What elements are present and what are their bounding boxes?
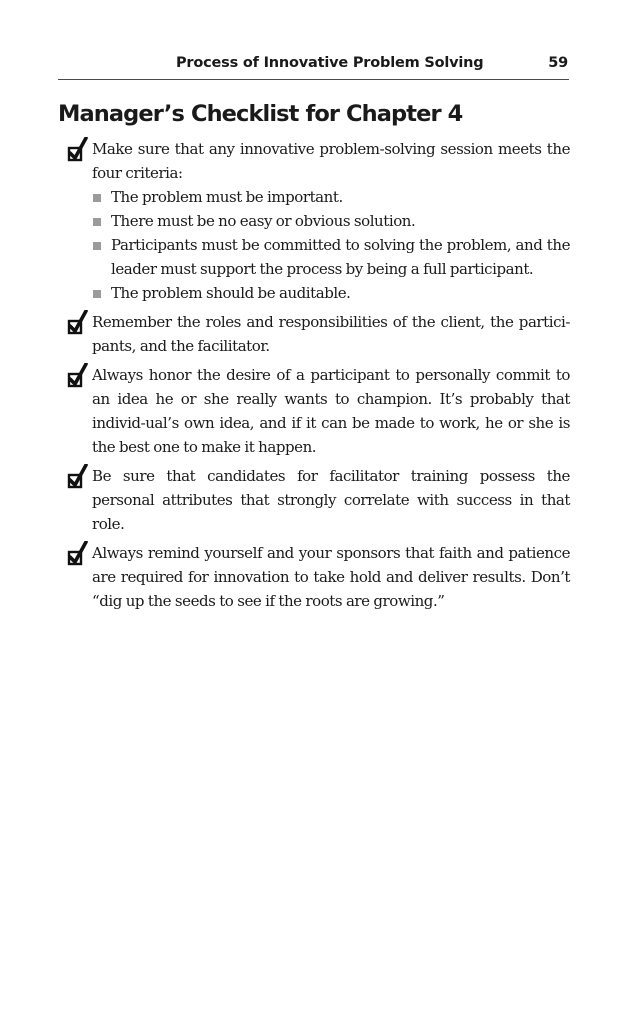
running-header [58, 53, 569, 80]
checklist-item-text: Always remind yourself and your sponsors that faith and patience are required for innovation to take hold and deliver results. Don’t “dig up the seeds to see if the roots are growing.” [92, 544, 570, 610]
page-number: 59 [548, 55, 568, 71]
checklist-item [58, 363, 570, 459]
checklist-item [58, 541, 570, 613]
checklist-item-text: Remember the roles and responsibilities of the client, the partici-pants, and the facilitator. [92, 313, 570, 355]
list-item [92, 281, 570, 305]
checkbox-checkmark-icon [67, 310, 93, 336]
bullet-text: The problem should be auditable. [111, 284, 351, 302]
list-item [92, 185, 570, 209]
list-item [92, 233, 570, 281]
manager-checklist [58, 137, 570, 618]
square-bullet-icon [93, 242, 101, 250]
checkbox-checkmark-icon [67, 363, 93, 389]
bullet-text: Participants must be committed to solving the problem, and the leader must support the process by being a full participant. [111, 236, 570, 278]
checkbox-checkmark-icon [67, 137, 93, 163]
checkbox-checkmark-icon [67, 464, 93, 490]
checklist-item-text: Always honor the desire of a participant to personally commit to an idea he or she really wants to champion. It’s probably that individ-ual’s own idea, and if it can be made to work, he or she is the best one to make it happen. [92, 366, 570, 456]
criteria-list [92, 185, 570, 305]
checkbox-checkmark-icon [67, 541, 93, 567]
checklist-heading: Manager’s Checklist for Chapter 4 [58, 101, 463, 127]
checklist-item-text: Be sure that candidates for facilitator training possess the personal attributes that strongly correlate with success in that role. [92, 467, 570, 533]
square-bullet-icon [93, 218, 101, 226]
square-bullet-icon [93, 194, 101, 202]
checklist-item [58, 464, 570, 536]
square-bullet-icon [93, 290, 101, 298]
checklist-item-text: Make sure that any innovative problem-solving session meets the four criteria: [92, 140, 570, 182]
running-title: Process of Innovative Problem Solving [176, 55, 484, 71]
checklist-item [58, 137, 570, 305]
bullet-text: The problem must be important. [111, 188, 343, 206]
checklist-item [58, 310, 570, 358]
bullet-text: There must be no easy or obvious solution. [111, 212, 416, 230]
list-item [92, 209, 570, 233]
